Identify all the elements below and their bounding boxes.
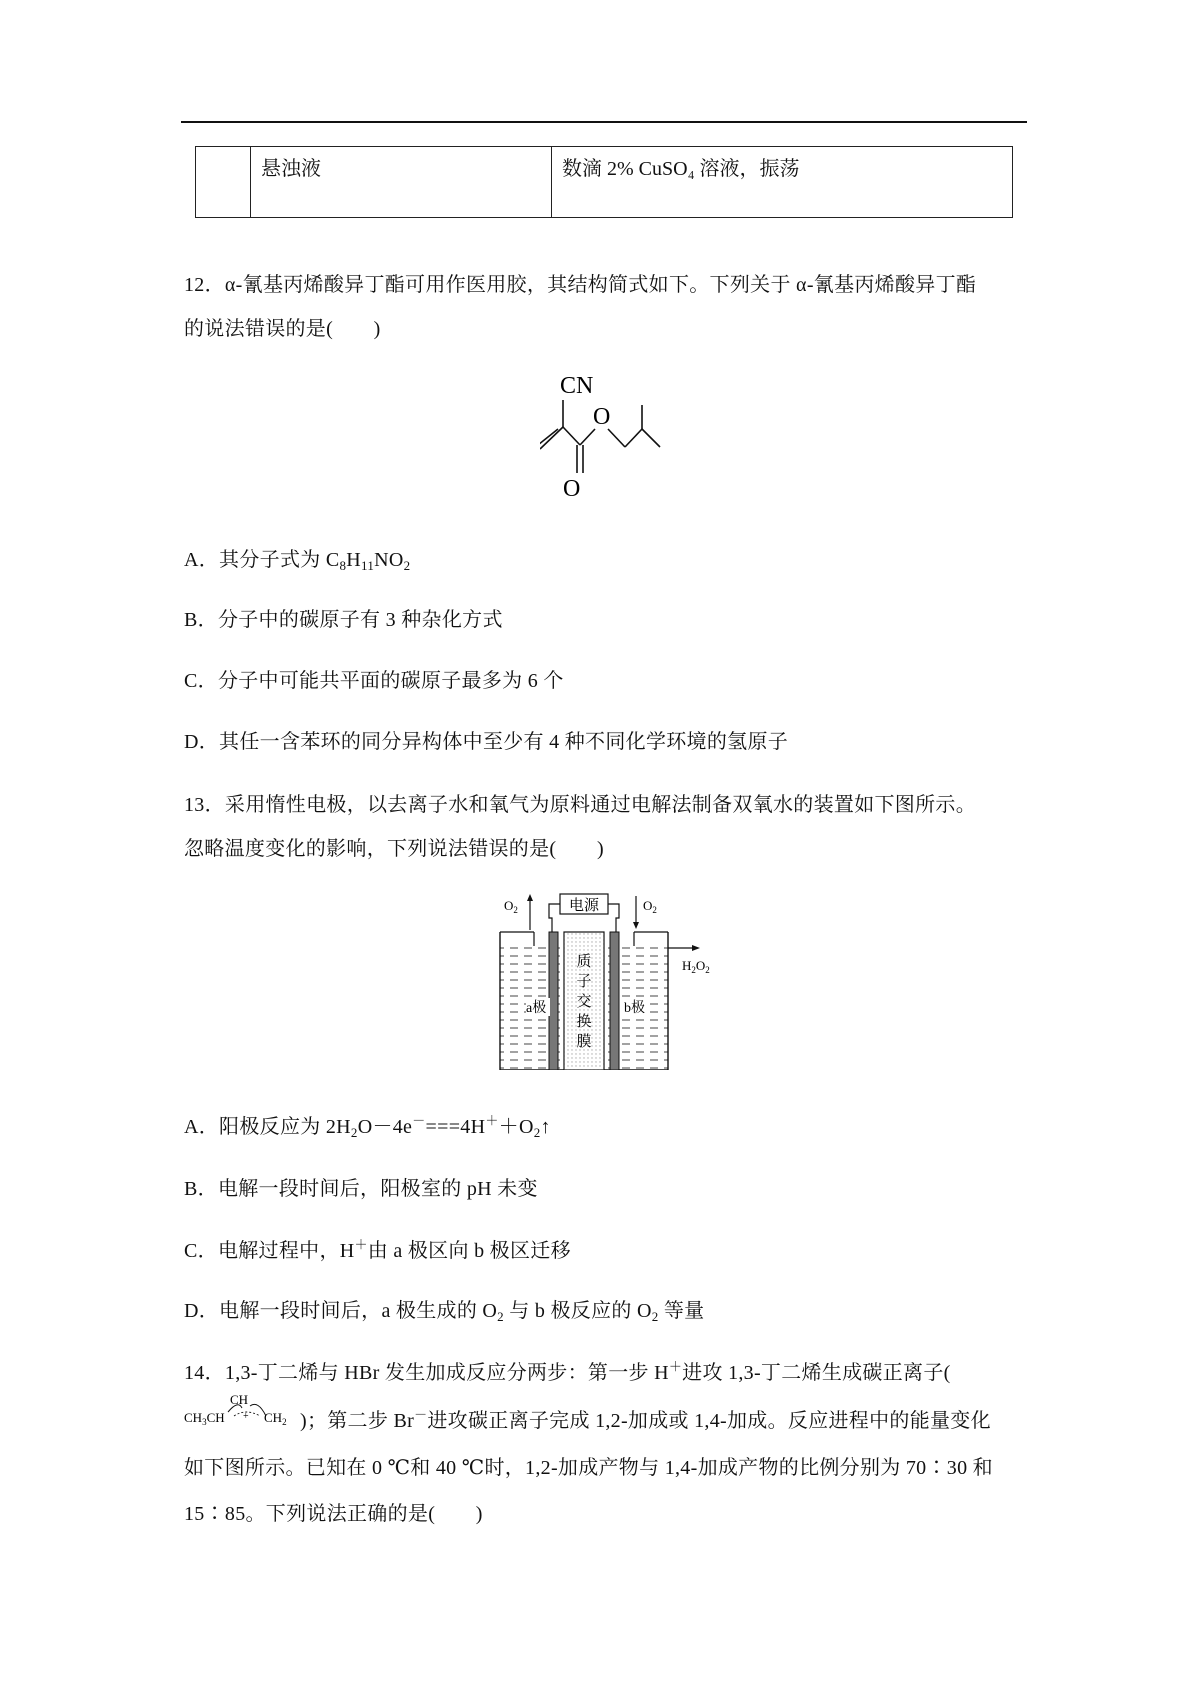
arrow-up-icon	[527, 894, 533, 901]
q14-stem-line3: 如下图所示。已知在 0 ℃和 40 ℃时，1,2-加成产物与 1,4-加成产物的比例分别为 70∶30 和	[184, 1457, 993, 1479]
cn-label: CN	[560, 373, 594, 399]
q14-stem-line2: )；第二步 Br－进攻碳正离子完成 1,2-加成或 1,4-加成。反应进程中的能量变化	[300, 1407, 991, 1432]
table-cell: 数滴 2% CuSO₄ 溶液，振荡	[552, 147, 1013, 218]
o2-inlet-label: $O_2$	[643, 898, 657, 915]
table-row	[196, 147, 1013, 218]
carbocation-top: CH	[230, 1392, 249, 1407]
positive-charge: +	[243, 1411, 249, 1422]
membrane-char-5: 膜	[576, 1034, 592, 1050]
q12-option-c[interactable]: C．分子中可能共平面的碳原子最多为 6 个	[184, 670, 564, 692]
q13-option-b[interactable]: B．电解一段时间后，阳极室的 pH 未变	[184, 1178, 538, 1200]
o2-outlet-label: $O_2$	[504, 898, 518, 915]
carbocation-right: $CH_2$	[264, 1410, 287, 1427]
q14-stem-line1: 14．1,3-丁二烯与 HBr 发生加成反应分两步：第一步 H＋进攻 1,3-丁二烯生成碳正离子(	[184, 1359, 951, 1384]
electrode-a	[549, 932, 558, 1070]
q12-stem-line1: 12．α-氰基丙烯酸异丁酯可用作医用胶，其结构简式如下。下列关于 α-氰基丙烯酸异丁酯	[184, 274, 977, 296]
membrane-char-2: 子	[576, 974, 592, 990]
electrode-a-label: a极	[526, 1001, 547, 1016]
power-source-label: 电源	[568, 898, 600, 914]
q12-option-d[interactable]: D．其任一含苯环的同分异构体中至少有 4 种不同化学环境的氢原子	[184, 731, 789, 753]
q12-option-b[interactable]: B．分子中的碳原子有 3 种杂化方式	[184, 609, 503, 631]
membrane-char-4: 换	[576, 1014, 592, 1030]
q13-stem-line1: 13．采用惰性电极，以去离子水和氧气为原料通过电解法制备双氧水的装置如下图所示。	[184, 794, 976, 816]
q13-stem-line2: 忽略温度变化的影响，下列说法错误的是( )	[184, 838, 604, 860]
q13-option-c[interactable]: C．电解过程中，H＋由 a 极区向 b 极区迁移	[184, 1237, 571, 1262]
arrow-down-icon	[633, 922, 639, 929]
h2o2-label: $H_2O_2$	[682, 958, 710, 975]
ester-oxygen-label: O	[593, 404, 611, 430]
arrow-right-icon	[692, 945, 700, 951]
isobutyl-cyanoacrylate-structure	[540, 365, 740, 510]
q13-option-d[interactable]: D．电解一段时间后，a 极生成的 $O_2$ 与 b 极反应的 $O_2$ 等量	[184, 1300, 705, 1324]
header-rule	[181, 121, 1027, 123]
q12-option-a[interactable]: A．其分子式为 $C_8H_{11}NO_2$	[184, 549, 411, 573]
table-cell	[196, 147, 251, 218]
membrane-char-3: 交	[576, 994, 592, 1010]
electrode-b	[610, 932, 619, 1070]
q14-stem-line4: 15∶85。下列说法正确的是( )	[184, 1503, 483, 1525]
table-cell: 悬浊液	[251, 147, 552, 218]
electrode-b-label: b极	[624, 1001, 645, 1016]
q13-option-a[interactable]: A．阳极反应为 $2H_2O-4e^-===4H^++O_2↑$	[184, 1113, 551, 1140]
electrolysis-cell-diagram	[494, 888, 734, 1070]
carbocation-left: $CH_3CH$	[184, 1410, 225, 1427]
reagent-table	[195, 146, 1013, 218]
carbocation-structure	[184, 1392, 304, 1428]
q12-stem-line2: 的说法错误的是( )	[184, 318, 381, 340]
membrane-char-1: 质	[576, 954, 592, 970]
carbonyl-oxygen-label: O	[563, 476, 581, 502]
